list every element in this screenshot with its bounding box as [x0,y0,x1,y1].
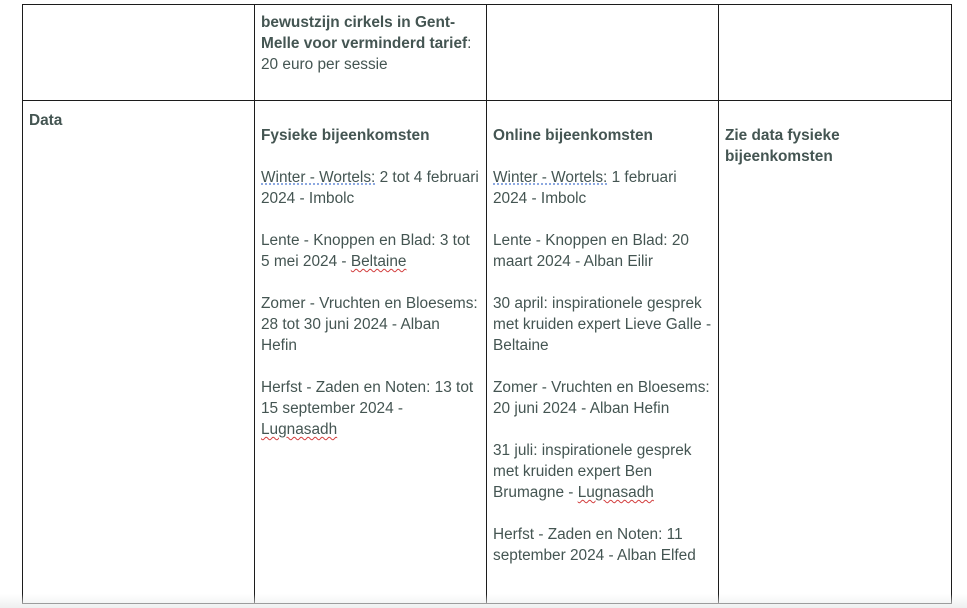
table-row [23,5,952,101]
pricing-text: : 20 euro per sessie [261,35,472,73]
pricing-bold-text: bewustzijn cirkels in Gent-Melle voor verminderd tarief [261,14,468,52]
list-item: Lente - Knoppen en Blad: 20 maart 2024 - Alban Eilir [493,232,689,270]
table-cell-empty [23,5,255,101]
pricing-cell[interactable] [255,5,487,101]
physical-meetings-cell[interactable] [255,101,487,604]
see-physical-cell[interactable] [719,101,952,604]
list-item: Herfst - Zaden en Noten: 13 tot 15 september 2024 - Lugnasadh [261,379,474,438]
list-item: Winter - Wortels: 1 februari 2024 - Imbolc [493,169,677,207]
table-row [23,101,952,604]
see-physical-heading: Zie data fysieke bijeenkomsten [725,127,840,165]
list-item: Zomer - Vruchten en Bloesems: 28 tot 30 juni 2024 - Alban Hefin [261,295,478,354]
list-item: Lente - Knoppen en Blad: 3 tot 5 mei 2024 - Beltaine [261,232,470,270]
online-meetings-heading: Online bijeenkomsten [493,127,653,144]
list-item: 31 juli: inspirationele gesprek met kruiden expert Ben Brumagne - Lugnasadh [493,442,692,501]
data-label-cell[interactable] [23,101,255,604]
table-cell-empty [719,5,952,101]
online-meetings-cell[interactable] [487,101,719,604]
list-item: Herfst - Zaden en Noten: 11 september 2024 - Alban Elfed [493,526,696,564]
document-table [22,4,952,604]
table-cell-empty [487,5,719,101]
list-item: Zomer - Vruchten en Bloesems: 20 juni 2024 - Alban Hefin [493,379,710,417]
data-label: Data [29,112,63,129]
list-item: 30 april: inspirationele gesprek met kruiden expert Lieve Galle - Beltaine [493,295,712,354]
list-item: Winter - Wortels: 2 tot 4 februari 2024 - Imbolc [261,169,479,207]
physical-meetings-heading: Fysieke bijeenkomsten [261,127,430,144]
